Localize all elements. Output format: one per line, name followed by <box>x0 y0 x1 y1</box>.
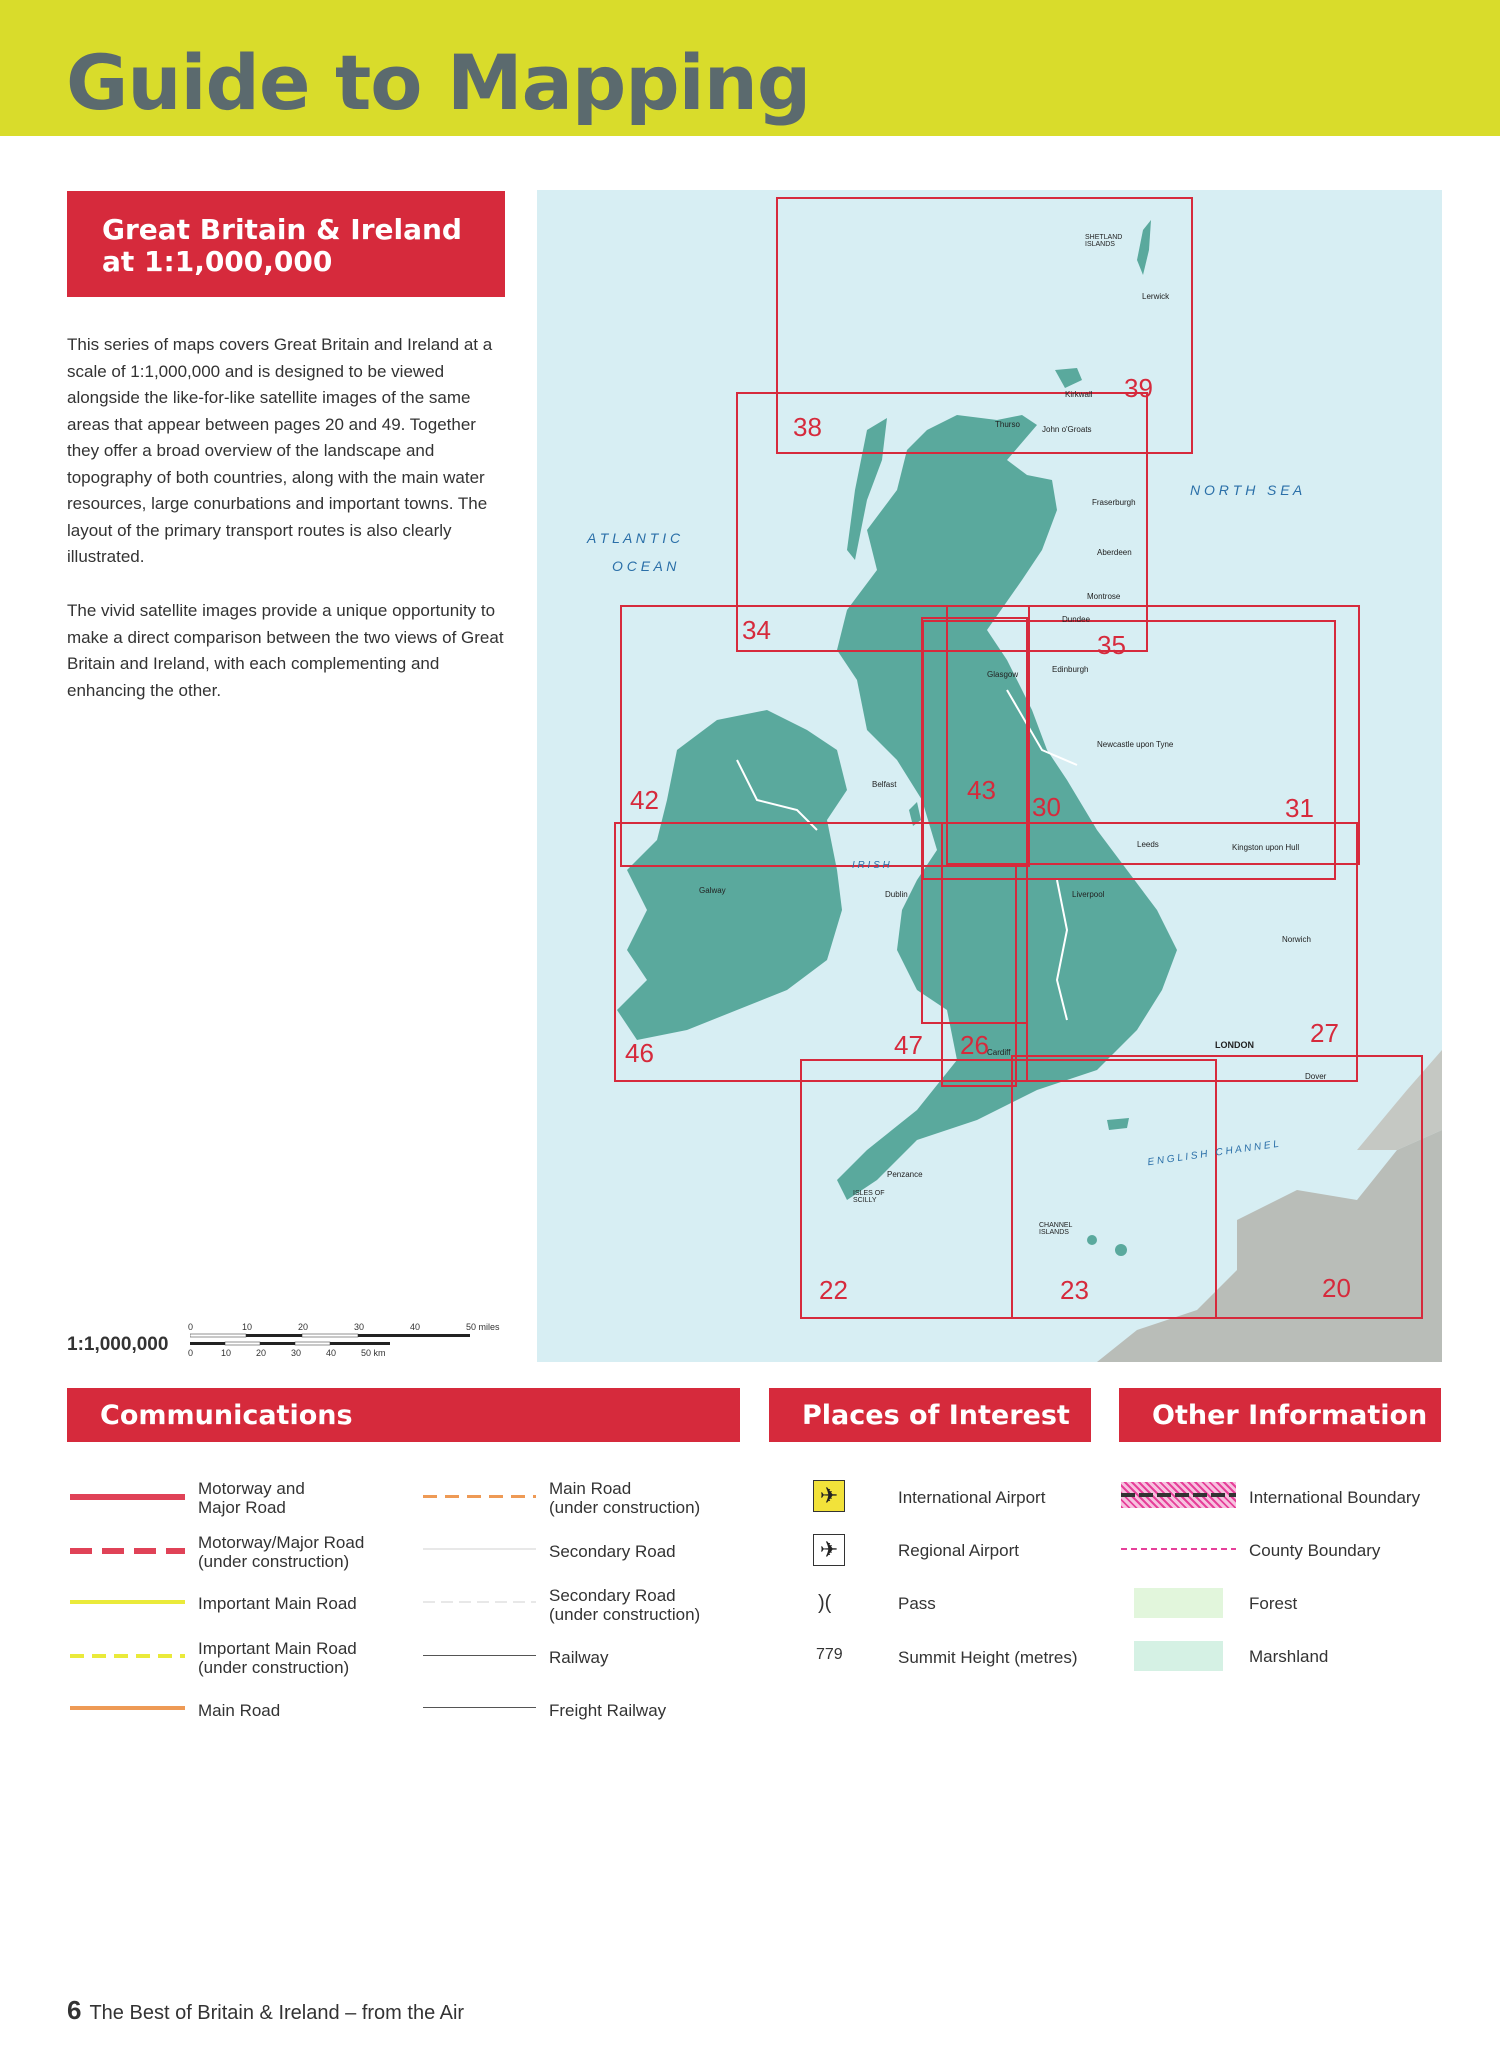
place-liverpool: Liverpool <box>1072 890 1105 899</box>
page-number-26: 26 <box>960 1030 989 1060</box>
place-channel-islands: CHANNEL ISLANDS <box>1039 1222 1073 1236</box>
legend-motorway-construction: Motorway/Major Road (under construction) <box>198 1533 365 1571</box>
page-number-42: 42 <box>630 785 659 815</box>
place-shetland: SHETLAND ISLANDS <box>1085 234 1123 248</box>
page-number-47: 47 <box>894 1030 923 1060</box>
scale-bar-svg <box>190 1318 510 1362</box>
ireland-land <box>617 710 847 1040</box>
other-information-header <box>1119 1388 1441 1442</box>
page-number-38: 38 <box>793 412 822 442</box>
international-airport-icon: ✈ <box>813 1480 845 1512</box>
county-boundary-symbol <box>1121 1548 1236 1550</box>
intro-paragraph-2: The vivid satellite images provide a unique opportunity to make a direct comparison between the two views of Great Britain and Ireland, with each complementing and enhancing the other. <box>67 601 504 700</box>
place-isles-of-scilly: ISLES OF SCILLY <box>853 1190 885 1204</box>
place-leeds: Leeds <box>1137 840 1159 849</box>
legend-summit-height: Summit Height (metres) <box>898 1648 1078 1667</box>
english-channel-label: E N G L I S H C H A N N E L <box>1146 1138 1280 1169</box>
place-belfast: Belfast <box>872 780 897 789</box>
continent-land-north <box>1357 1050 1442 1150</box>
page-number-46: 46 <box>625 1038 654 1068</box>
place-london: LONDON <box>1215 1040 1254 1050</box>
pass-icon: )( <box>818 1592 832 1614</box>
scale-miles-40: 40 <box>410 1322 421 1332</box>
scale-km-20: 20 <box>256 1348 267 1358</box>
page-number-43: 43 <box>967 775 996 805</box>
place-lerwick: Lerwick <box>1142 292 1170 301</box>
isle-of-wight-land <box>1107 1118 1129 1130</box>
scale-miles-0: 0 <box>188 1322 194 1332</box>
motorway-construction-symbol <box>70 1548 185 1554</box>
place-cardiff: Cardiff <box>987 1048 1011 1057</box>
scale-bar <box>190 1318 510 1367</box>
scale-km-10: 10 <box>221 1348 232 1358</box>
place-montrose: Montrose <box>1087 592 1121 601</box>
scale-miles-20: 20 <box>298 1322 309 1332</box>
places-of-interest-header <box>769 1388 1091 1442</box>
place-dundee: Dundee <box>1062 615 1091 624</box>
secondary-road-symbol <box>423 1548 536 1550</box>
orkney-land <box>1055 368 1082 388</box>
place-edinburgh: Edinburgh <box>1052 665 1089 674</box>
place-dublin: Dublin <box>885 890 908 899</box>
place-dover: Dover <box>1305 1072 1327 1081</box>
legend-motorway: Motorway and Major Road <box>198 1479 305 1517</box>
scale-miles-50: 50 miles <box>466 1322 500 1332</box>
legend-marshland: Marshland <box>1249 1647 1329 1666</box>
page-number-35: 35 <box>1097 630 1126 660</box>
freight-railway-symbol <box>423 1707 536 1708</box>
legend-county-boundary: County Boundary <box>1249 1541 1381 1560</box>
legend-important-main-road: Important Main Road <box>198 1594 357 1613</box>
shetland-land <box>1137 220 1151 275</box>
place-newcastle: Newcastle upon Tyne <box>1097 740 1174 749</box>
scale-km-50: 50 km <box>361 1348 386 1358</box>
place-thurso: Thurso <box>995 420 1020 429</box>
summit-height-icon: 779 <box>816 1646 843 1663</box>
section-title-line2: at 1:1,000,000 <box>102 245 333 278</box>
section-title-line1: Great Britain & Ireland <box>102 213 462 246</box>
place-fraserburgh: Fraserburgh <box>1092 498 1136 507</box>
legend-pass: Pass <box>898 1594 936 1613</box>
place-norwich: Norwich <box>1282 935 1311 944</box>
main-road-symbol <box>70 1706 185 1710</box>
map-rect-39 <box>777 198 1192 453</box>
page-number-27: 27 <box>1310 1018 1339 1048</box>
page-number-20: 20 <box>1322 1273 1351 1303</box>
index-map <box>537 190 1442 1362</box>
marshland-symbol <box>1134 1641 1223 1671</box>
other-information-title: Other Information <box>1152 1400 1428 1431</box>
legend-international-boundary: International Boundary <box>1249 1488 1421 1507</box>
places-of-interest-title: Places of Interest <box>802 1400 1070 1431</box>
scale-miles-30: 30 <box>354 1322 365 1332</box>
ocean-label: O C E A N <box>612 558 677 574</box>
page-title: Guide to Mapping <box>66 38 811 127</box>
legend-main-road: Main Road <box>198 1701 281 1720</box>
important-main-road-construction-symbol <box>70 1654 185 1658</box>
legend-freight-railway: Freight Railway <box>549 1701 667 1720</box>
scale-miles-10: 10 <box>242 1322 253 1332</box>
regional-airport-icon: ✈ <box>813 1534 845 1566</box>
secondary-road-construction-symbol <box>423 1601 536 1603</box>
legend-forest: Forest <box>1249 1594 1298 1613</box>
north-sea-label: N O R T H S E A <box>1190 482 1303 498</box>
scale-km-40: 40 <box>326 1348 337 1358</box>
intro-paragraph-1: This series of maps covers Great Britain and Ireland at a scale of 1:1,000,000 and is designed to be viewed alongside the like-for-like satellite images of the same areas that appear between pages 20 and 49. Together they offer a broad overview of the landscape and topography of both countries, along with the main water resources, large conurbations and important towns. The layout of the primary transport routes is also clearly illustrated. <box>67 335 493 566</box>
place-galway: Galway <box>699 886 726 895</box>
atlantic-label: A T L A N T I C <box>587 530 681 546</box>
international-boundary-symbol <box>1121 1482 1236 1508</box>
scale-label: 1:1,000,000 <box>67 1334 169 1355</box>
railway-symbol <box>423 1655 536 1656</box>
place-kirkwall: Kirkwall <box>1065 390 1093 399</box>
irish-sea-label: I R I S H <box>852 860 890 871</box>
legend-secondary-road-construction: Secondary Road (under construction) <box>549 1586 701 1624</box>
page-number-39: 39 <box>1124 373 1153 403</box>
page-number-30: 30 <box>1032 792 1061 822</box>
section-title-box <box>67 191 505 297</box>
guernsey-land <box>1087 1235 1097 1245</box>
page-number-34: 34 <box>742 615 771 645</box>
place-john-o-groats: John o'Groats <box>1042 425 1092 434</box>
legend-important-main-road-construction: Important Main Road (under construction) <box>198 1639 357 1677</box>
page-number-23: 23 <box>1060 1275 1089 1305</box>
scale-km-30: 30 <box>291 1348 302 1358</box>
scale-km-0: 0 <box>188 1348 194 1358</box>
legend-regional-airport: Regional Airport <box>898 1541 1019 1560</box>
footer-text: The Best of Britain & Ireland – from the Air <box>89 2002 465 2024</box>
motorway-symbol <box>70 1494 185 1500</box>
communications-title: Communications <box>100 1400 353 1431</box>
jersey-land <box>1115 1244 1127 1256</box>
place-penzance: Penzance <box>887 1170 923 1179</box>
main-road-construction-symbol <box>423 1495 536 1498</box>
page-number-31: 31 <box>1285 793 1314 823</box>
legend-main-road-construction: Main Road (under construction) <box>549 1479 701 1517</box>
legend-international-airport: International Airport <box>898 1488 1046 1507</box>
footer-page-number: 6 <box>67 1995 82 2025</box>
legend-railway: Railway <box>549 1648 609 1667</box>
great-britain-land <box>837 415 1177 1200</box>
place-kingston: Kingston upon Hull <box>1232 843 1300 852</box>
place-glasgow: Glasgow <box>987 670 1019 679</box>
communications-header <box>67 1388 740 1442</box>
forest-symbol <box>1134 1588 1223 1618</box>
important-main-road-symbol <box>70 1600 185 1604</box>
page-number-22: 22 <box>819 1275 848 1305</box>
footer <box>67 1995 464 2026</box>
place-aberdeen: Aberdeen <box>1097 548 1132 557</box>
legend-secondary-road: Secondary Road <box>549 1542 676 1561</box>
